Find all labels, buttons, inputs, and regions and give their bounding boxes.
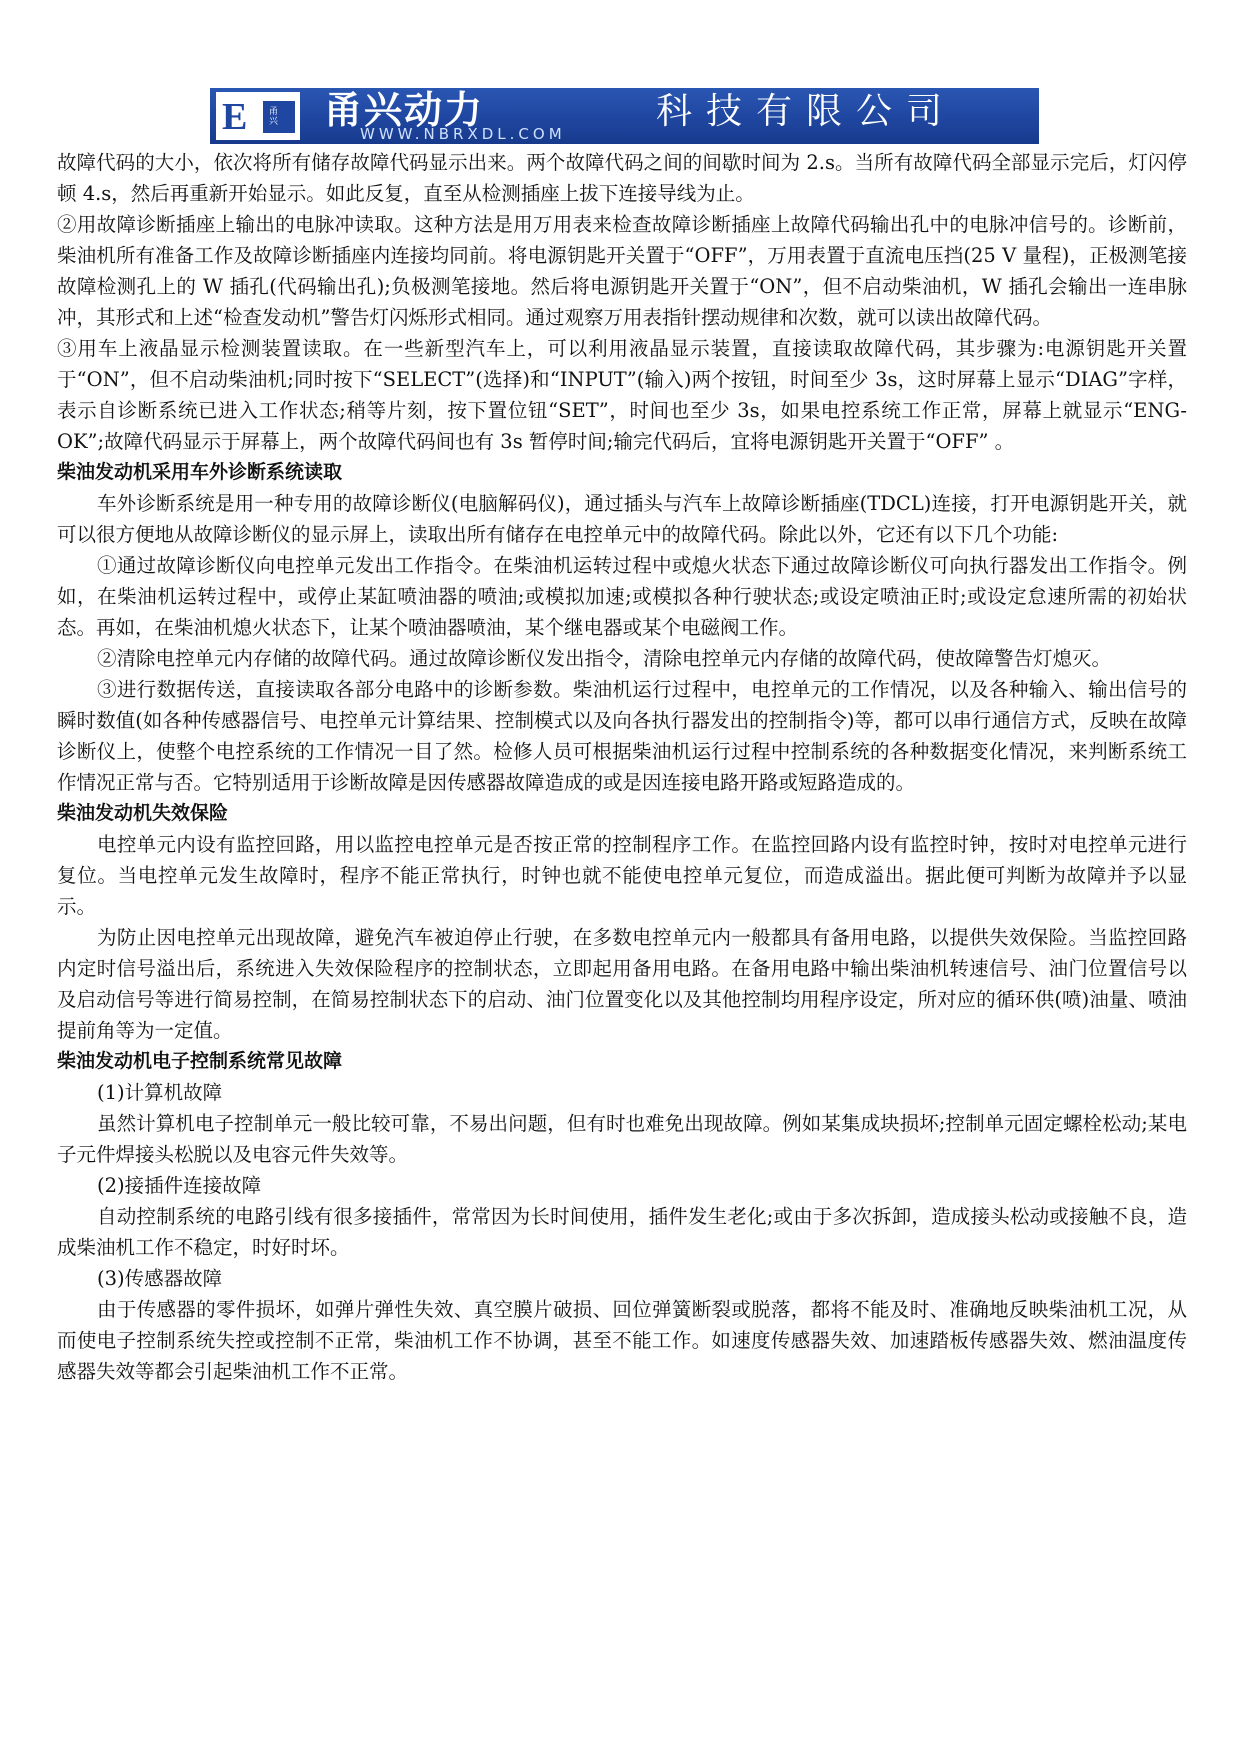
subheading: (1)计算机故障 bbox=[97, 1081, 223, 1104]
paragraph: ③进行数据传送，直接读取各部分电路中的诊断参数。柴油机运行过程中，电控单元的工作情况，以及各种输入、输出信号的瞬时数值(如各种传感器信号、电控单元计算结果、控制模式以及向各执行器发出的控制指令)等，都可以串行通信方式，反映在故障诊断仪上，使整个电控系统的工作情况一目了然。检修人员可根据柴油机运行过程中控制系统的各种数据变化情况，来判断系统工作情况正常与否。它特别适用于诊断故障是因传感器故障造成的或是因连接电路开路或短路造成的。 bbox=[57, 678, 1187, 794]
brand-name-bold: 甬兴动力 bbox=[324, 88, 485, 132]
company-logo bbox=[216, 92, 300, 140]
paragraph: ②用故障诊断插座上输出的电脉冲读取。这种方法是用万用表来检查故障诊断插座上故障代码输出孔中的电脉冲信号的。诊断前，柴油机所有准备工作及故障诊断插座内连接均同前。将电源钥匙开关置于“OFF”，万用表置于直流电压挡(25 V 量程)，正极测笔接故障检测孔上的 W 插孔(代码输出孔);负极测笔接地。然后将电源钥匙开关置于“ON”，但不启动柴油机，W 插孔会输出一连串脉冲，其形式和上述“检查发动机”警告灯闪烁形式相同。通过观察万用表指针摆动规律和次数，就可以读出故障代码。 bbox=[57, 213, 1187, 329]
section-heading: 柴油发动机电子控制系统常见故障 bbox=[57, 1050, 343, 1072]
brand-name-rest: 科技有限公司 bbox=[656, 91, 957, 132]
paragraph: 车外诊断系统是用一种专用的故障诊断仪(电脑解码仪)，通过插头与汽车上故障诊断插座(TDCL)连接，打开电源钥匙开关，就可以很方便地从故障诊断仪的显示屏上，读取出所有储存在电控单元中的故障代码。除此以外，它还有以下几个功能: bbox=[57, 492, 1187, 546]
subheading: (2)接插件连接故障 bbox=[97, 1174, 262, 1197]
logo-small-text: 甬兴 bbox=[269, 107, 279, 127]
paragraph: ②清除电控单元内存储的故障代码。通过故障诊断仪发出指令，清除电控单元内存储的故障代码，使故障警告灯熄灭。 bbox=[97, 647, 1112, 670]
company-url: WWW.NBRXDL.COM bbox=[360, 125, 566, 143]
paragraph: 为防止因电控单元出现故障，避免汽车被迫停止行驶，在多数电控单元内一般都具有备用电路，以提供失效保险。当监控回路内定时信号溢出后，系统进入失效保险程序的控制状态，立即起用备用电路。在备用电路中输出柴油机转速信号、油门位置信号以及启动信号等进行简易控制，在简易控制状态下的启动、油门位置变化以及其他控制均用程序设定，所对应的循环供(喷)油量、喷油提前角等为一定值。 bbox=[57, 926, 1187, 1042]
paragraph: 故障代码的大小，依次将所有储存故障代码显示出来。两个故障代码之间的间歇时间为 2.s。当所有故障代码全部显示完后，灯闪停顿 4.s，然后再重新开始显示。如此反复，直至从检测插座上拔下连接导线为止。 bbox=[57, 151, 1187, 205]
section-heading: 柴油发动机采用车外诊断系统读取 bbox=[57, 461, 343, 483]
paragraph: ①通过故障诊断仪向电控单元发出工作指令。在柴油机运转过程中或熄火状态下通过故障诊断仪可向执行器发出工作指令。例如，在柴油机运转过程中，或停止某缸喷油器的喷油;或模拟加速;或模拟各种行驶状态;或设定喷油正时;或设定怠速所需的初始状态。再如，在柴油机熄火状态下，让某个喷油器喷油，某个继电器或某个电磁阀工作。 bbox=[57, 554, 1187, 639]
paragraph: 由于传感器的零件损坏，如弹片弹性失效、真空膜片破损、回位弹簧断裂或脱落，都将不能及时、准确地反映柴油机工况，从而使电子控制系统失控或控制不正常，柴油机工作不协调，甚至不能工作。如速度传感器失效、加速踏板传感器失效、燃油温度传感器失效等都会引起柴油机工作不正常。 bbox=[57, 1298, 1187, 1383]
paragraph: 电控单元内设有监控回路，用以监控电控单元是否按正常的控制程序工作。在监控回路内设有监控时钟，按时对电控单元进行复位。当电控单元发生故障时，程序不能正常执行，时钟也就不能使电控单元复位，而造成溢出。据此便可判断为故障并予以显示。 bbox=[57, 833, 1187, 918]
document-body bbox=[57, 147, 1187, 1387]
section-heading: 柴油发动机失效保险 bbox=[57, 802, 229, 824]
company-banner bbox=[210, 88, 1039, 144]
subheading: (3)传感器故障 bbox=[97, 1267, 223, 1290]
logo-letter: E bbox=[222, 96, 244, 138]
paragraph: 虽然计算机电子控制单元一般比较可靠，不易出问题，但有时也难免出现故障。例如某集成块损坏;控制单元固定螺栓松动;某电子元件焊接头松脱以及电容元件失效等。 bbox=[57, 1112, 1187, 1166]
paragraph: 自动控制系统的电路引线有很多接插件，常常因为长时间使用，插件发生老化;或由于多次拆卸，造成接头松动或接触不良，造成柴油机工作不稳定，时好时坏。 bbox=[57, 1205, 1187, 1259]
paragraph: ③用车上液晶显示检测装置读取。在一些新型汽车上，可以利用液晶显示装置，直接读取故障代码，其步骤为:电源钥匙开关置于“ON”，但不启动柴油机;同时按下“SELECT”(选择)和“INPUT”(输入)两个按钮，时间至少 3s，这时屏幕上显示“DIAG”字样，表示自诊断系统已进入工作状态;稍等片刻，按下置位钮“SET”，时间也至少 3s，如果电控系统工作正常，屏幕上就显示“ENG-OK”;故障代码显示于屏幕上，两个故障代码间也有 3s 暂停时间;输完代码后，宜将电源钥匙开关置于“OFF” 。 bbox=[57, 337, 1187, 453]
